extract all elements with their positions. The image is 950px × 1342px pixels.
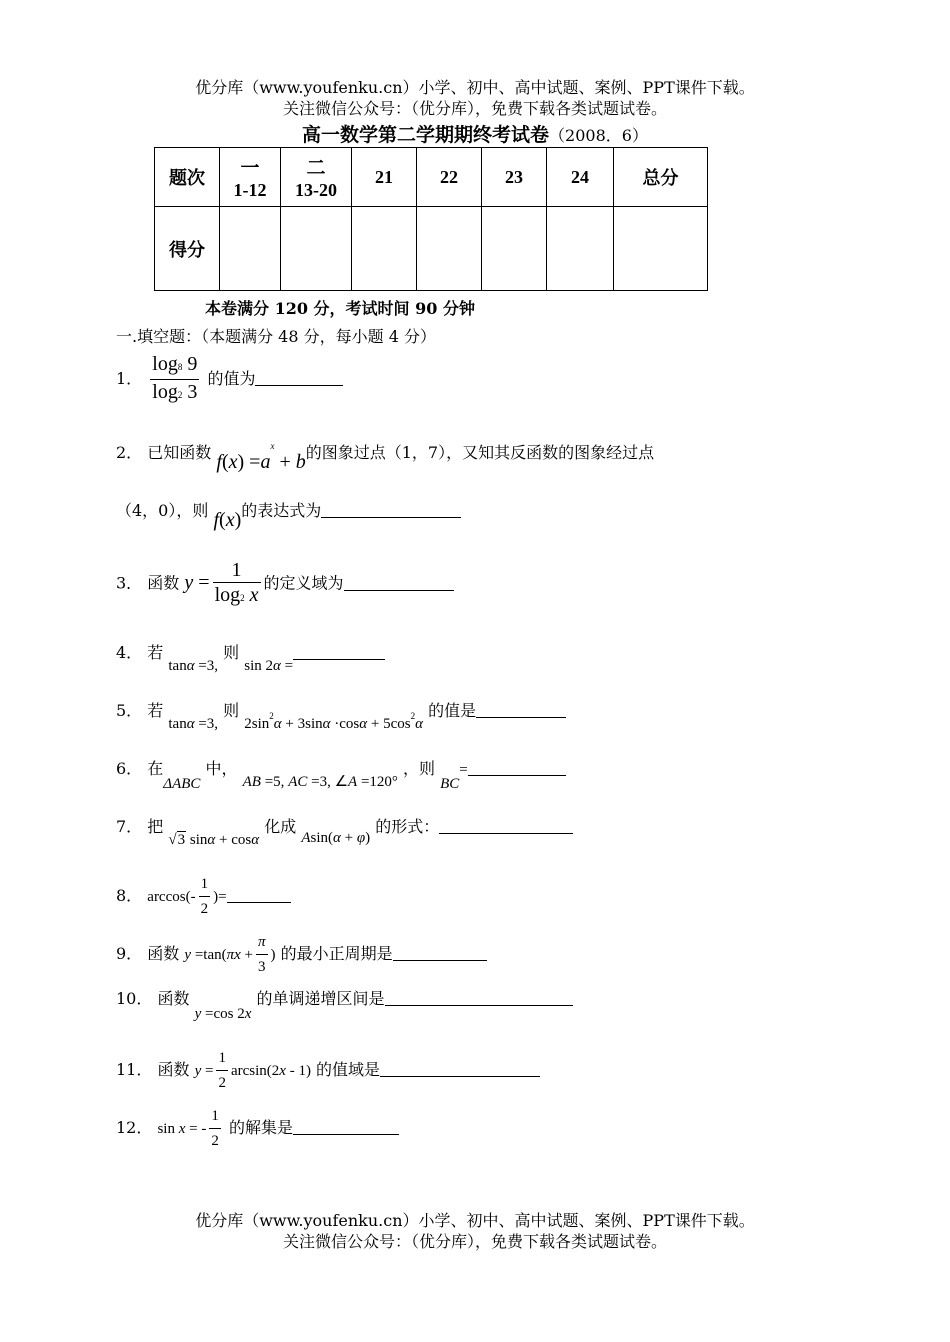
q11-answer-blank[interactable] (380, 1061, 540, 1077)
footer-line-2: 关注微信公众号：（优分库），免费下载各类试题试卷。 (282, 1232, 667, 1251)
header-line-2: 关注微信公众号：（优分库），免费下载各类试题试卷。 (282, 99, 667, 118)
question-6-text-c: ，则 (403, 759, 436, 778)
question-3-number: 3． (116, 573, 143, 593)
question-8-number: 8． (116, 886, 143, 905)
question-9-text-b: 的最小正周期是 (280, 944, 393, 963)
question-6-number: 6． (116, 759, 143, 778)
question-1-number: 1． (116, 369, 143, 388)
q2-answer-blank[interactable] (321, 502, 461, 518)
q4-answer-blank[interactable] (293, 644, 385, 660)
question-6-text-b: 中， (205, 759, 238, 778)
exam-title-date: （2008．6） (549, 126, 648, 145)
q9-fraction: $\frac{\pi}{3}$ (256, 930, 268, 979)
question-3-text-a: 函数 (147, 573, 180, 593)
col-part-1 (220, 148, 281, 207)
q11-fraction: $\frac{1}{2}$ (216, 1046, 228, 1095)
col-part-1-range: 1-12 (233, 180, 267, 200)
q12-answer-blank[interactable] (293, 1119, 399, 1135)
question-2-text-d: 的表达式为 (241, 501, 322, 520)
q7-answer-blank[interactable] (439, 818, 573, 834)
section-1-heading: 一.填空题：（本题满分 48 分，每小题 4 分） (116, 327, 436, 346)
question-1 (116, 352, 343, 407)
question-11-text-b: 的值域是 (316, 1060, 381, 1079)
score-cell-2[interactable] (281, 207, 352, 291)
score-table (154, 147, 708, 291)
question-10-text-a: 函数 (157, 989, 190, 1008)
question-4-text-a: 若 (147, 643, 164, 662)
row-label-question: 题次 (155, 148, 220, 207)
q9-answer-blank[interactable] (393, 945, 487, 961)
question-5-text-b: 则 (223, 701, 240, 720)
question-11-number: 11． (116, 1060, 153, 1079)
question-2-text-a: 已知函数 (147, 443, 212, 462)
question-5-text-a: 若 (147, 701, 164, 720)
col-part-2-range: 13-20 (295, 180, 337, 200)
score-cell-23[interactable] (482, 207, 547, 291)
question-10-number: 10． (116, 989, 153, 1008)
exam-title (0, 120, 950, 147)
question-4-text-b: 则 (223, 643, 240, 662)
col-total: 总分 (614, 148, 708, 207)
question-11: 11． 函数 y = $\frac{1}{2}$ arcsin(2x - 1) 的值域是 (116, 1046, 540, 1095)
question-2-number: 2． (116, 443, 143, 462)
score-cell-total[interactable] (614, 207, 708, 291)
question-10: 10． 函数 y =cos 2x 的单调递增区间是 (116, 986, 573, 1023)
question-3: 3． 函数 y = $\frac{1}{\log 2 x}$ 的定义域为 (116, 558, 454, 610)
exam-title-main: 高一数学第二学期期终考试卷 (302, 124, 550, 146)
col-q24: 24 (547, 148, 614, 207)
question-7-text-c: 的形式： (375, 817, 440, 836)
question-12: 12． sin x = - $\frac{1}{2}$ 的解集是 (116, 1104, 399, 1153)
question-5: 5． 若 tanα =3, 则 $2\sin^2\alpha + 3\sin\alpha \cdot\cos\alpha + 5\cos^2\alpha$ 的值是 (116, 698, 566, 733)
question-6-text-a: 在 (147, 759, 164, 778)
col-q22: 22 (417, 148, 482, 207)
header-line-1: 优分库（www.youfenku.cn）小学、初中、高中试题、案例、PPT课件下载。 (195, 78, 755, 97)
score-cell-1[interactable] (220, 207, 281, 291)
question-9: 9． 函数 y =tan(πx + $\frac{\pi}{3}$ ) 的最小正周期是 (116, 930, 487, 979)
question-7-number: 7． (116, 817, 143, 836)
question-12-text-b: 的解集是 (228, 1118, 293, 1137)
question-2-text-b: 的图象过点（1，7），又知其反函数的图象经过点 (305, 443, 655, 462)
q12-fraction: $\frac{1}{2}$ (209, 1104, 221, 1153)
score-cell-21[interactable] (352, 207, 417, 291)
question-8: 8． arccos(- $\frac{1}{2}$ )= (116, 872, 291, 921)
col-part-2-top: 二 (306, 157, 326, 179)
question-9-number: 9． (116, 944, 143, 963)
question-9-text-a: 函数 (147, 944, 180, 963)
question-7-text-a: 把 (147, 817, 164, 836)
q8-fraction: $\frac{1}{2}$ (199, 872, 211, 921)
col-part-1-top: 一 (240, 157, 260, 179)
score-cell-24[interactable] (547, 207, 614, 291)
q10-answer-blank[interactable] (385, 990, 573, 1006)
question-12-number: 12． (116, 1118, 153, 1137)
q8-answer-blank[interactable] (227, 887, 291, 903)
question-5-number: 5． (116, 701, 143, 720)
q5-answer-blank[interactable] (476, 702, 566, 718)
question-3-text-b: 的定义域为 (263, 573, 344, 593)
q1-answer-blank[interactable] (255, 370, 343, 386)
question-6: 6． 在ΔABC 中， AB =5, AC =3, ∠A =120° ，则 BC= (116, 756, 566, 793)
question-4: 4． 若 tanα =3, 则 sin 2α = (116, 640, 385, 675)
footer-line-1: 优分库（www.youfenku.cn）小学、初中、高中试题、案例、PPT课件下载。 (195, 1211, 755, 1230)
q6-answer-blank[interactable] (468, 760, 566, 776)
row-label-score: 得分 (155, 207, 220, 291)
question-10-text-b: 的单调递增区间是 (256, 989, 385, 1008)
question-1-text: 的值为 (207, 369, 256, 388)
q3-fraction: $\frac{1}{\log 2 x}$ (214, 559, 259, 606)
question-2: 2． 已知函数 $f(x) =a^x + b$的图象过点（1，7），又知其反函数的图象经过点 (116, 441, 655, 473)
col-q23: 23 (482, 148, 547, 207)
question-5-text-c: 的值是 (428, 701, 477, 720)
question-2-text-c: （4，0），则 (116, 501, 209, 520)
question-11-text-a: 函数 (157, 1060, 190, 1079)
q3-answer-blank[interactable] (344, 575, 454, 591)
question-7: 7． 把 √3 sinα + cosα 化成 Asin(α + φ) 的形式： (116, 814, 573, 849)
score-cell-22[interactable] (417, 207, 482, 291)
question-4-number: 4． (116, 643, 143, 662)
exam-note: 本卷满分 120 分，考试时间 90 分钟 (205, 299, 475, 318)
col-q21: 21 (352, 148, 417, 207)
q1-fraction: $\frac{\log 8 9}{\log 2 3}$ (152, 353, 198, 403)
col-part-2 (281, 148, 352, 207)
question-2-cont: （4，0），则 f(x)的表达式为 (116, 498, 461, 532)
question-7-text-b: 化成 (264, 817, 297, 836)
q2-function: f (216, 451, 222, 473)
